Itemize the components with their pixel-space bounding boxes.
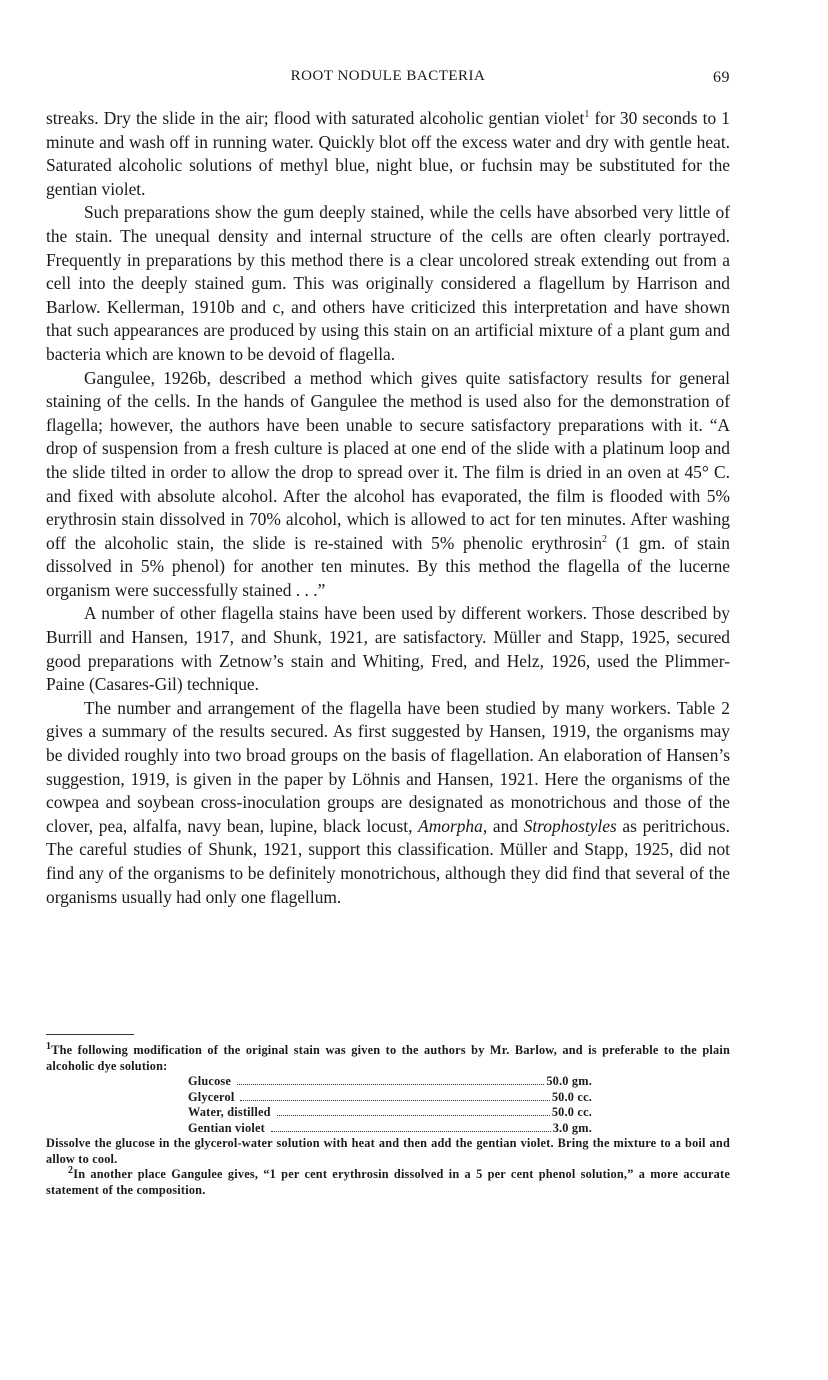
italic-term: Amorpha, [418, 815, 488, 836]
footnote-rule [46, 1034, 134, 1035]
ingredient-name: Water, distilled [188, 1105, 271, 1119]
ingredient-quantity: 50.0 cc. [551, 1089, 592, 1104]
ingredient-name: Glycerol [188, 1089, 235, 1104]
running-header [46, 68, 730, 90]
ingredient-quantity: 50.0 cc. [551, 1105, 592, 1119]
recipe-row [188, 1121, 592, 1137]
footnote-2 [46, 1164, 730, 1198]
recipe-table [188, 1074, 592, 1136]
text-run: The number and arrangement of the flagella have been studied by many workers. Table 2 gives a summary of the results secured. As first suggested by Hansen, 1919, the organisms may be divided roughly into two broad groups on the basis of flagellation. An elaboration of Hansen’s suggestion, 1919, is given in the paper by Löhnis and Hansen, 1921. Here the organisms of the cowpea and soybean cross-inoculation groups are designated as monotrichous and those of the clover, pea, alfalfa, navy bean, lupine, black locust, [46, 697, 730, 836]
footnote-reference: 2 [602, 533, 608, 545]
running-title: ROOT NODULE BACTERIA [290, 68, 486, 84]
text-run: and [487, 815, 524, 836]
text-run: Such preparations show the gum deeply stained, while the cells have absorbed very little of the stain. The unequal density and internal structure of the cells are often clearly portrayed. Frequently in preparations by this method there is a clear uncolored streak extending out from a cell into the deeply stained gum. This was originally considered a flagellum by Harrison and Barlow. Kellerman, 1910b and c, and others have criticized this interpretation and have shown that such appearances are produced by using this stain on an artificial mixture of a plant gum and bacteria which are known to be devoid of flagella. [46, 202, 730, 364]
dot-leader [237, 1084, 544, 1085]
footnote-marker: 1 [46, 1040, 52, 1052]
text-run: A number of other flagella stains have been used by different workers. Those described by Burrill and Hansen, 1917, and Shunk, 1921, are satisfactory. Müller and Stapp, 1925, secured good preparations with Zetnow’s stain and Whiting, Fred, and Helz, 1926, used the Plimmer-Paine (Casares-Gil) technique. [46, 603, 730, 695]
text-run: (1 gm. of stain dissolved in 5% phenol) for another ten minutes. By this method the flagella of the lucerne organism were successfully stained . . .” [46, 532, 730, 600]
text-run: Gangulee, 1926b, described a method which gives quite satisfactory results for general staining of the cells. In the hands of Gangulee the method is used also for the demonstration of flagella; however, the authors have been unable to secure satisfactory preparations with it. “A drop of suspension from a fresh culture is placed at one end of the slide with a platinum loop and the slide tilted in order to allow the drop to spread over it. The film is dried in an oven at 45° C. and fixed with absolute alcohol. After the alcohol has evaporated, the film is flooded with 5% erythrosin stain dissolved in 70% alcohol, which is allowed to act for ten minutes. After washing off the alcoholic stain, the slide is re-stained with 5% phenolic erythrosin [46, 367, 730, 553]
paragraph [46, 602, 730, 696]
footnote-1 [46, 1040, 730, 1074]
italic-term: Strophostyles [523, 815, 617, 836]
text-run: streaks. Dry the slide in the air; flood with saturated alcoholic gentian violet [46, 108, 585, 128]
dot-leader [271, 1131, 551, 1132]
page-number: 69 [713, 69, 730, 86]
text-run: as peritrichous. The careful studies of Shunk, 1921, support this classification. Müller and Stapp, 1925, did not find any of the organisms to be definitely monotrichous, although they did find that several of the organisms usually had only one flagellum. [46, 815, 730, 907]
dot-leader [277, 1115, 550, 1116]
ingredient-quantity: 3.0 gm. [552, 1120, 592, 1135]
footnotes [46, 1040, 730, 1198]
footnote-reference: 1 [584, 109, 590, 121]
dot-leader [240, 1100, 549, 1101]
footnote-text: In another place Gangulee gives, “1 per cent erythrosin dissolved in a 5 per cent phenol solution,” a more accurate statement of the composition. [46, 1167, 730, 1197]
paragraph [46, 107, 730, 201]
footnote-marker: 2 [68, 1164, 74, 1176]
footnote-text: The following modification of the original stain was given to the authors by Mr. Barlow, and is preferable to the plain alcoholic dye solution: [46, 1043, 730, 1073]
footnote-1-continued: Dissolve the glucose in the glycerol-water solution with heat and then add the gentian violet. Bring the mixture to a boil and allow to cool. [46, 1136, 730, 1166]
ingredient-name: Glucose [188, 1074, 232, 1088]
recipe-row [188, 1105, 592, 1121]
ingredient-name: Gentian violet [188, 1120, 265, 1135]
ingredient-quantity: 50.0 gm. [546, 1074, 592, 1088]
text-run: for 30 seconds to 1 minute and wash off in running water. Quickly blot off the excess water and dry with gentle heat. Saturated alcoholic solutions of methyl blue, night blue, or fuchsin may be substituted for the gentian violet. [46, 108, 730, 199]
recipe-row [188, 1090, 592, 1106]
paragraph [46, 367, 730, 603]
paragraph [46, 201, 730, 366]
recipe-row [188, 1074, 592, 1090]
body-text [46, 107, 730, 909]
paragraph [46, 697, 730, 909]
